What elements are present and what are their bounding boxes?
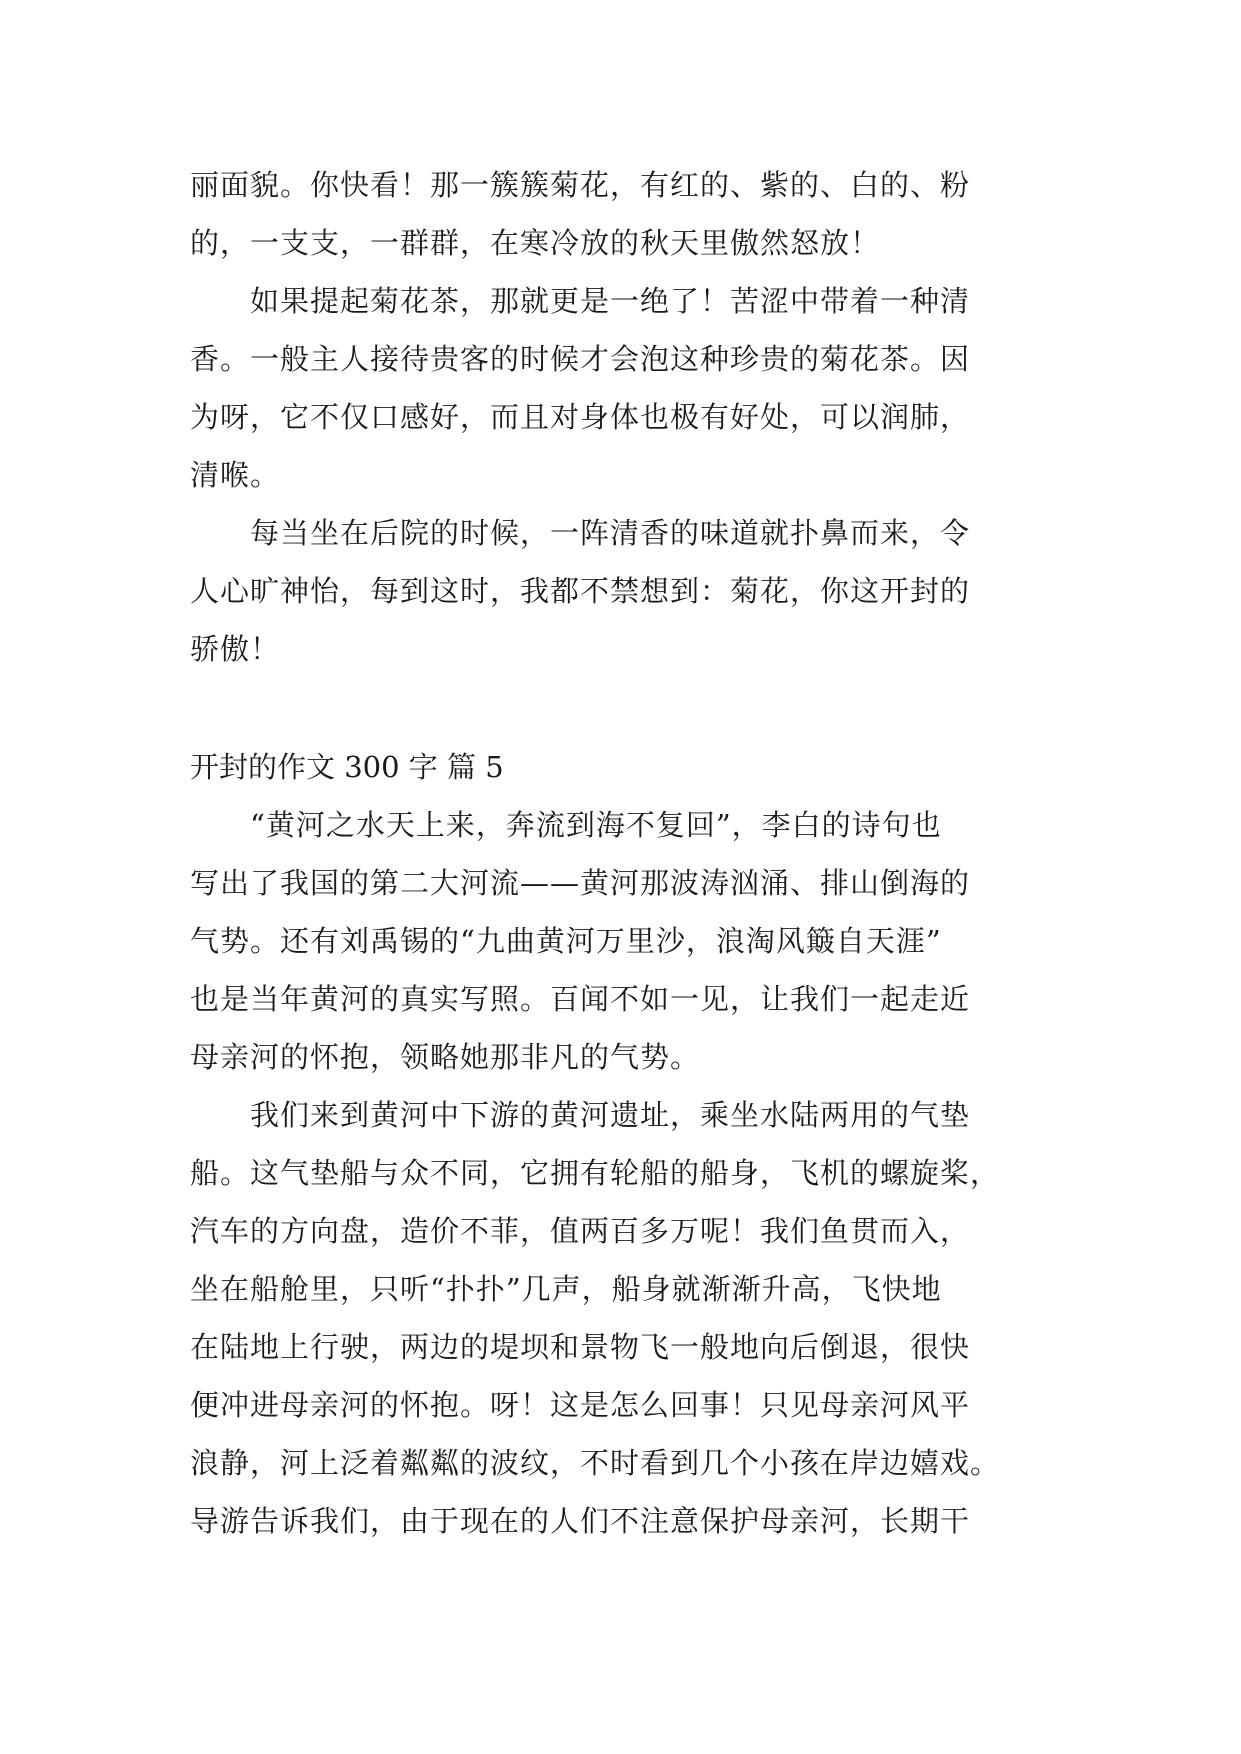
text-line: 香。一般主人接待贵客的时候才会泡这种珍贵的菊花茶。因: [190, 342, 971, 376]
text-line: 浪静，河上泛着粼粼的波纹，不时看到几个小孩在岸边嬉戏。: [190, 1446, 1001, 1480]
text-line: 的，一支支，一群群，在寒冷放的秋天里傲然怒放！: [190, 226, 881, 260]
text-line: 导游告诉我们，由于现在的人们不注意保护母亲河，长期干: [190, 1504, 971, 1538]
text-line: 气势。还有刘禹锡的“九曲黄河万里沙，浪淘风簸自天涯”: [190, 924, 942, 958]
text-line: “黄河之水天上来，奔流到海不复回”，李白的诗句也: [190, 808, 942, 842]
text-line: 骄傲！: [190, 632, 281, 666]
text-line: 如果提起菊花茶，那就更是一绝了！苦涩中带着一种清: [190, 284, 971, 318]
text-line: 每当坐在后院的时候，一阵清香的味道就扑鼻而来，令: [190, 516, 971, 550]
text-line: 写出了我国的第二大河流——黄河那波涛汹涌、排山倒海的: [190, 866, 971, 900]
text-line: 人心旷神怡，每到这时，我都不禁想到：菊花，你这开封的: [190, 574, 971, 608]
text-line: 坐在船舱里，只听“扑扑”几声，船身就渐渐升高，飞快地: [190, 1272, 942, 1306]
text-line: 船。这气垫船与众不同，它拥有轮船的船身，飞机的螺旋桨，: [190, 1156, 1001, 1190]
text-line: 在陆地上行驶，两边的堤坝和景物飞一般地向后倒退，很快: [190, 1330, 971, 1364]
section-heading: 开封的作文 300 字 篇 5: [190, 750, 504, 784]
text-line: 母亲河的怀抱，领略她那非凡的气势。: [190, 1040, 701, 1074]
text-line: 为呀，它不仅口感好，而且对身体也极有好处，可以润肺，: [190, 400, 971, 434]
text-line: 丽面貌。你快看！那一簇簇菊花，有红的、紫的、白的、粉: [190, 168, 971, 202]
text-line: 清喉。: [190, 458, 281, 492]
text-line: 也是当年黄河的真实写照。百闻不如一见，让我们一起走近: [190, 982, 971, 1016]
text-line: 汽车的方向盘，造价不菲，值两百多万呢！我们鱼贯而入，: [190, 1214, 971, 1248]
text-line: 我们来到黄河中下游的黄河遗址，乘坐水陆两用的气垫: [190, 1098, 971, 1132]
text-line: 便冲进母亲河的怀抱。呀！这是怎么回事！只见母亲河风平: [190, 1388, 971, 1422]
